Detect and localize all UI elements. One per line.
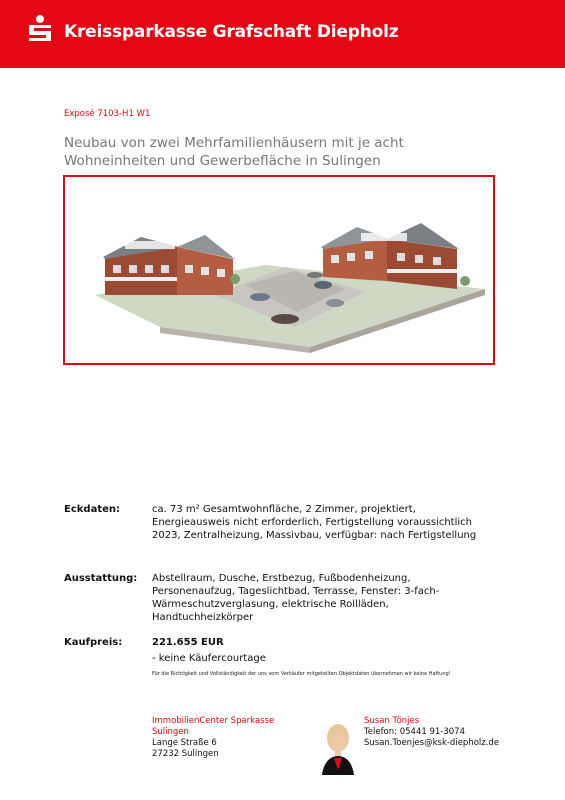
liability-disclaimer: Für die Richtigkeit und Vollständigkeit der uns vom Verkäufer mitgeteilten Objektdaten übernehmen wir keine Haftung!: [152, 671, 451, 677]
office-city: 27232 Sulingen: [152, 749, 219, 759]
kaufpreis-label: Kaufpreis:: [64, 637, 123, 648]
office-name-line1: ImmobilienCenter Sparkasse: [152, 716, 275, 726]
bank-name: Kreissparkasse Grafschaft Diepholz: [64, 22, 399, 42]
ausstattung-label: Ausstattung:: [64, 573, 138, 584]
eckdaten-label: Eckdaten:: [64, 504, 120, 515]
sparkasse-logo-icon: [26, 14, 54, 44]
office-contact: [152, 716, 274, 760]
agent-email[interactable]: Susan.Toenjes@ksk-diepholz.de: [364, 738, 500, 748]
ausstattung-value: Abstellraum, Dusche, Erstbezug, Fußbodenheizung, Personenaufzug, Tageslichtbad, Terrasse, Fenster: 3-fach-Wärmeschutzverglasung, elektrische Rollläden, Handtuchheizkörper: [152, 573, 440, 623]
expose-number: Exposé 7103-H1 W1: [64, 109, 151, 119]
agent-contact: [364, 716, 499, 749]
office-name-line2: Sulingen: [152, 727, 189, 737]
expose-title: Neubau von zwei Mehrfamilienhäusern mit je acht Wohneinheiten und Gewerbefläche in Sulingen: [64, 135, 404, 169]
eckdaten-value: ca. 73 m² Gesamtwohnfläche, 2 Zimmer, projektiert, Energieausweis nicht erforderlich, Fertigstellung voraussichtlich 2023, Zentralheizung, Massivbau, verfügbar: nach Fertigstellung: [152, 504, 477, 541]
agent-phone[interactable]: Telefon: 05441 91-3074: [364, 727, 465, 737]
agent-portrait-image: [318, 718, 358, 775]
office-street: Lange Straße 6: [152, 738, 217, 748]
building-rendering-image: [63, 175, 495, 365]
kaufpreis-block: [152, 636, 512, 681]
agent-name: Susan Tönjes: [364, 716, 420, 726]
kaufpreis-value: 221.655 EUR: [152, 637, 224, 648]
header-bar: [0, 0, 565, 68]
courtage-note: - keine Käufercourtage: [152, 653, 266, 664]
